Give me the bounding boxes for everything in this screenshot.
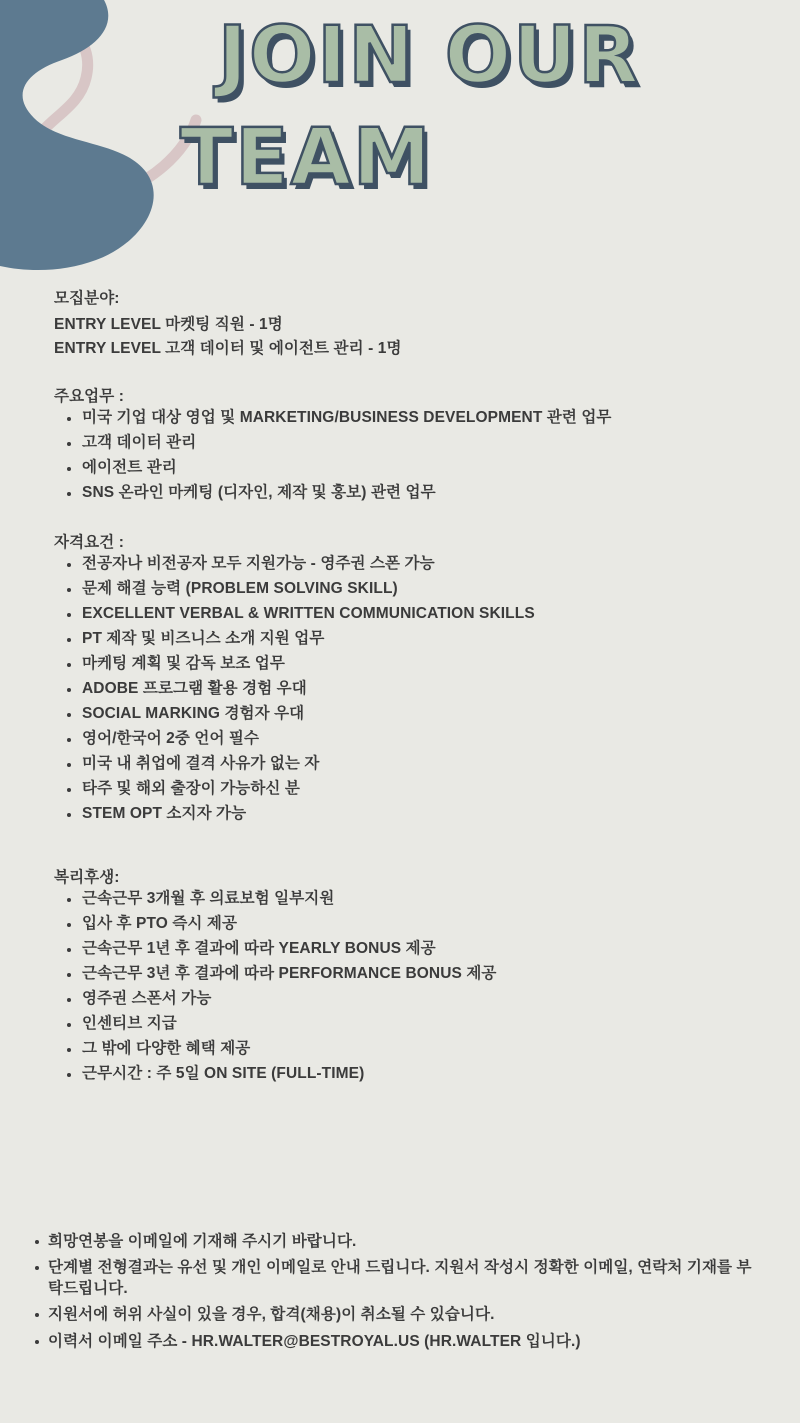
list-item: SNS 온라인 마케팅 (디자인, 제작 및 홍보) 관련 업무 — [80, 485, 760, 501]
poster-body — [0, 286, 800, 1091]
list-item: SOCIAL MARKING 경험자 우대 — [80, 706, 760, 722]
list-item: 미국 기업 대상 영업 및 MARKETING/BUSINESS DEVELOPMENT 관련 업무 — [80, 410, 760, 426]
list-item: STEM OPT 소지자 가능 — [80, 806, 760, 822]
list-item: 타주 및 해외 출장이 가능하신 분 — [80, 781, 760, 797]
qualifications-heading: 자격요건 : — [54, 534, 124, 551]
list-item: 문제 해결 능력 (PROBLEM SOLVING SKILL) — [80, 581, 760, 597]
spacer — [54, 831, 760, 865]
list-item: EXCELLENT VERBAL & WRITTEN COMMUNICATION SKILLS — [80, 606, 760, 622]
list-item: ADOBE 프로그램 활용 경험 우대 — [80, 681, 760, 697]
list-item: 근속근무 3년 후 결과에 따라 PERFORMANCE BONUS 제공 — [80, 966, 760, 982]
footer-notes — [0, 1232, 800, 1358]
list-item: 근무시간 : 주 5일 ON SITE (FULL-TIME) — [80, 1066, 760, 1082]
section-recruit — [54, 286, 760, 358]
list-item: PT 제작 및 비즈니스 소개 지원 업무 — [80, 631, 760, 647]
section-benefits — [54, 865, 760, 1082]
qualifications-list — [54, 556, 760, 822]
spacer — [54, 510, 760, 530]
list-item: 고객 데이터 관리 — [80, 435, 760, 451]
duties-list — [54, 410, 760, 501]
list-item: 미국 내 취업에 결격 사유가 없는 자 — [80, 756, 760, 772]
recruit-line-2: ENTRY LEVEL 고객 데이터 및 에이전트 관리 - 1명 — [54, 340, 402, 357]
list-item: 에이전트 관리 — [80, 460, 760, 476]
list-item: 희망연봉을 이메일에 기재해 주시기 바랍니다. — [48, 1232, 760, 1252]
title-line-2: TEAM — [180, 113, 433, 204]
list-item: 마케팅 계획 및 감독 보조 업무 — [80, 656, 760, 672]
list-item: 인센티브 지급 — [80, 1016, 760, 1032]
list-item: 이력서 이메일 주소 - HR.WALTER@BESTROYAL.US (HR.WALTER 입니다.) — [48, 1332, 760, 1352]
poster-title — [180, 11, 780, 204]
list-item: 영주권 스폰서 가능 — [80, 991, 760, 1007]
section-duties — [54, 384, 760, 501]
poster-header — [0, 0, 800, 270]
title-line-1: JOIN OUR — [218, 11, 641, 101]
recruit-line-1: ENTRY LEVEL 마켓팅 직원 - 1명 — [54, 316, 283, 333]
notes-list — [26, 1232, 760, 1352]
list-item: 근속근무 1년 후 결과에 따라 YEARLY BONUS 제공 — [80, 941, 760, 957]
benefits-list — [54, 891, 760, 1082]
list-item: 입사 후 PTO 즉시 제공 — [80, 916, 760, 932]
list-item: 근속근무 3개월 후 의료보험 일부지원 — [80, 891, 760, 907]
list-item: 단계별 전형결과는 유선 및 개인 이메일로 안내 드립니다. 지원서 작성시 정확한 이메일, 연락처 기재를 부탁드립니다. — [48, 1258, 760, 1299]
list-item: 그 밖에 다양한 혜택 제공 — [80, 1041, 760, 1057]
recruit-heading: 모집분야: — [54, 290, 120, 307]
section-qualifications — [54, 530, 760, 822]
benefits-heading: 복리후생: — [54, 869, 120, 886]
duties-heading: 주요업무 : — [54, 388, 124, 405]
list-item: 지원서에 허위 사실이 있을 경우, 합격(채용)이 취소될 수 있습니다. — [48, 1305, 760, 1325]
list-item: 영어/한국어 2중 언어 필수 — [80, 731, 760, 747]
spacer — [54, 364, 760, 384]
list-item: 전공자나 비전공자 모두 지원가능 - 영주권 스폰 가능 — [80, 556, 760, 572]
